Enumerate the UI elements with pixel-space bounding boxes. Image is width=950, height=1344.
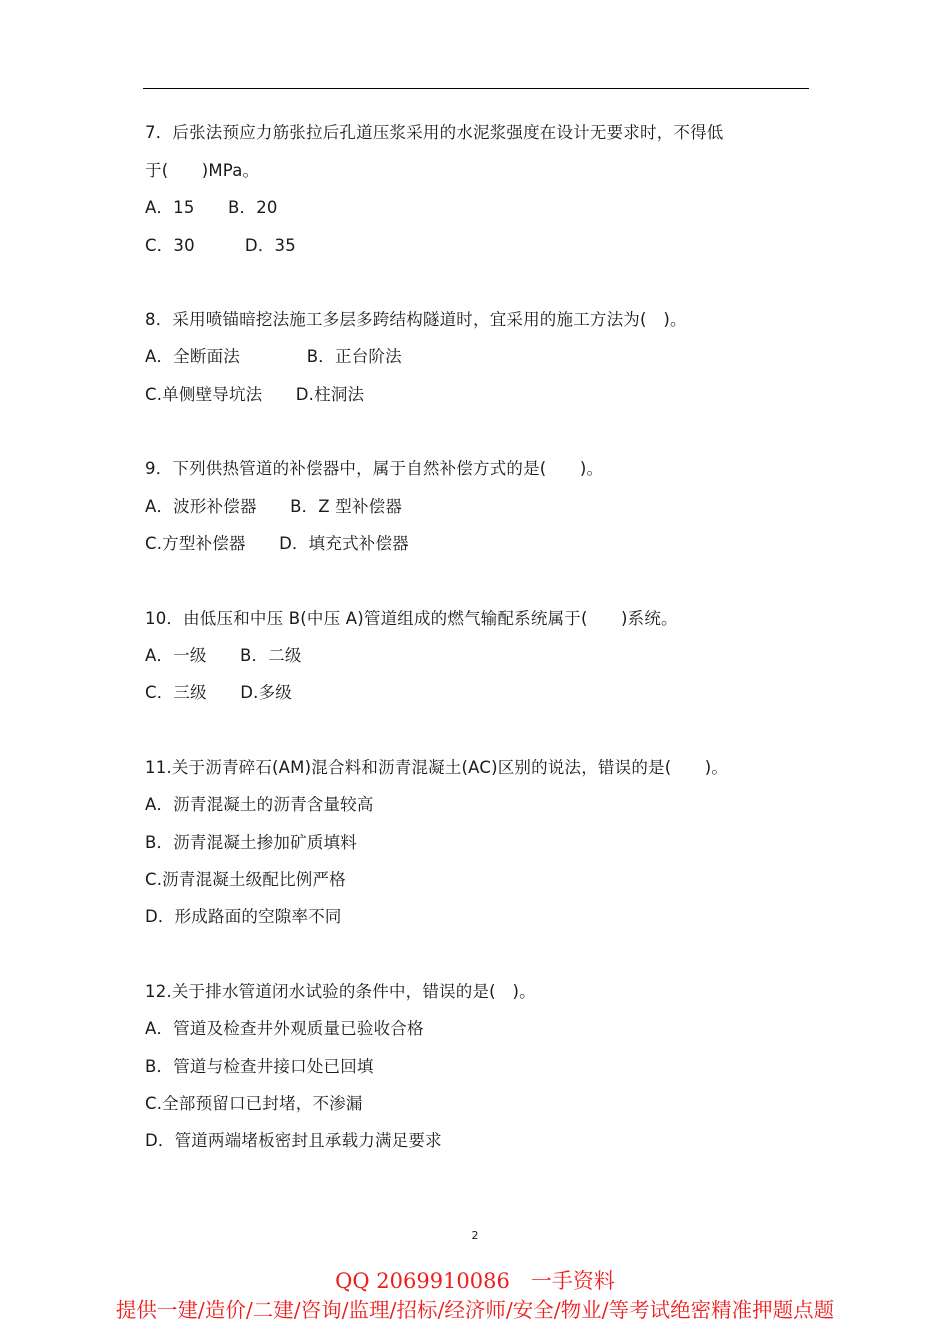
question-10-options-line-2: C．三级 D.多级 [145, 683, 292, 702]
footer-promo-line: 提供一建/造价/二建/咨询/监理/招标/经济师/安全/物业/等考试绝密精准押题点题 [115, 1298, 835, 1322]
question-12-option-c: C.全部预留口已封堵，不渗漏 [145, 1094, 363, 1113]
question-11-stem: 11.关于沥青碎石(AM)混合料和沥青混凝土(AC)区别的说法，错误的是( )。 [145, 758, 729, 777]
question-11-option-c: C.沥青混凝土级配比例严格 [145, 870, 346, 889]
page-number: 2 [471, 1229, 479, 1242]
question-9-stem: 9．下列供热管道的补偿器中，属于自然补偿方式的是( )。 [145, 459, 604, 478]
question-11-option-a: A．沥青混凝土的沥青含量较高 [145, 795, 374, 814]
question-11-option-b: B．沥青混凝土掺加矿质填料 [145, 833, 357, 852]
header-rule [143, 88, 809, 89]
question-9-options-line-2: C.方型补偿器 D．填充式补偿器 [145, 534, 409, 553]
question-7-options-line-2: C．30 D．35 [145, 236, 296, 255]
question-12-stem: 12.关于排水管道闭水试验的条件中，错误的是( )。 [145, 982, 536, 1001]
question-8-options-line-2: C.单侧壁导坑法 D.柱洞法 [145, 385, 365, 404]
question-10-stem: 10．由低压和中压 B(中压 A)管道组成的燃气输配系统属于( )系统。 [145, 609, 678, 628]
question-7-stem-line-2: 于( )MPa。 [145, 161, 260, 180]
question-12-option-b: B．管道与检查井接口处已回填 [145, 1057, 374, 1076]
question-11-option-d: D．形成路面的空隙率不同 [145, 907, 342, 926]
question-8-stem: 8．采用喷锚暗挖法施工多层多跨结构隧道时，宜采用的施工方法为( )。 [145, 310, 687, 329]
question-7-options-line-1: A．15 B．20 [145, 198, 278, 217]
question-12-option-d: D．管道两端堵板密封且承载力满足要求 [145, 1131, 442, 1150]
question-9-options-line-1: A．波形补偿器 B．Z 型补偿器 [145, 497, 403, 516]
question-10-options-line-1: A．一级 B．二级 [145, 646, 302, 665]
footer-contact-line: QQ 2069910086 一手资料 [335, 1269, 615, 1293]
question-7-stem-line-1: 7．后张法预应力筋张拉后孔道压浆采用的水泥浆强度在设计无要求时，不得低 [145, 123, 724, 142]
question-12-option-a: A．管道及检查井外观质量已验收合格 [145, 1019, 424, 1038]
question-8-options-line-1: A．全断面法 B．正台阶法 [145, 347, 402, 366]
